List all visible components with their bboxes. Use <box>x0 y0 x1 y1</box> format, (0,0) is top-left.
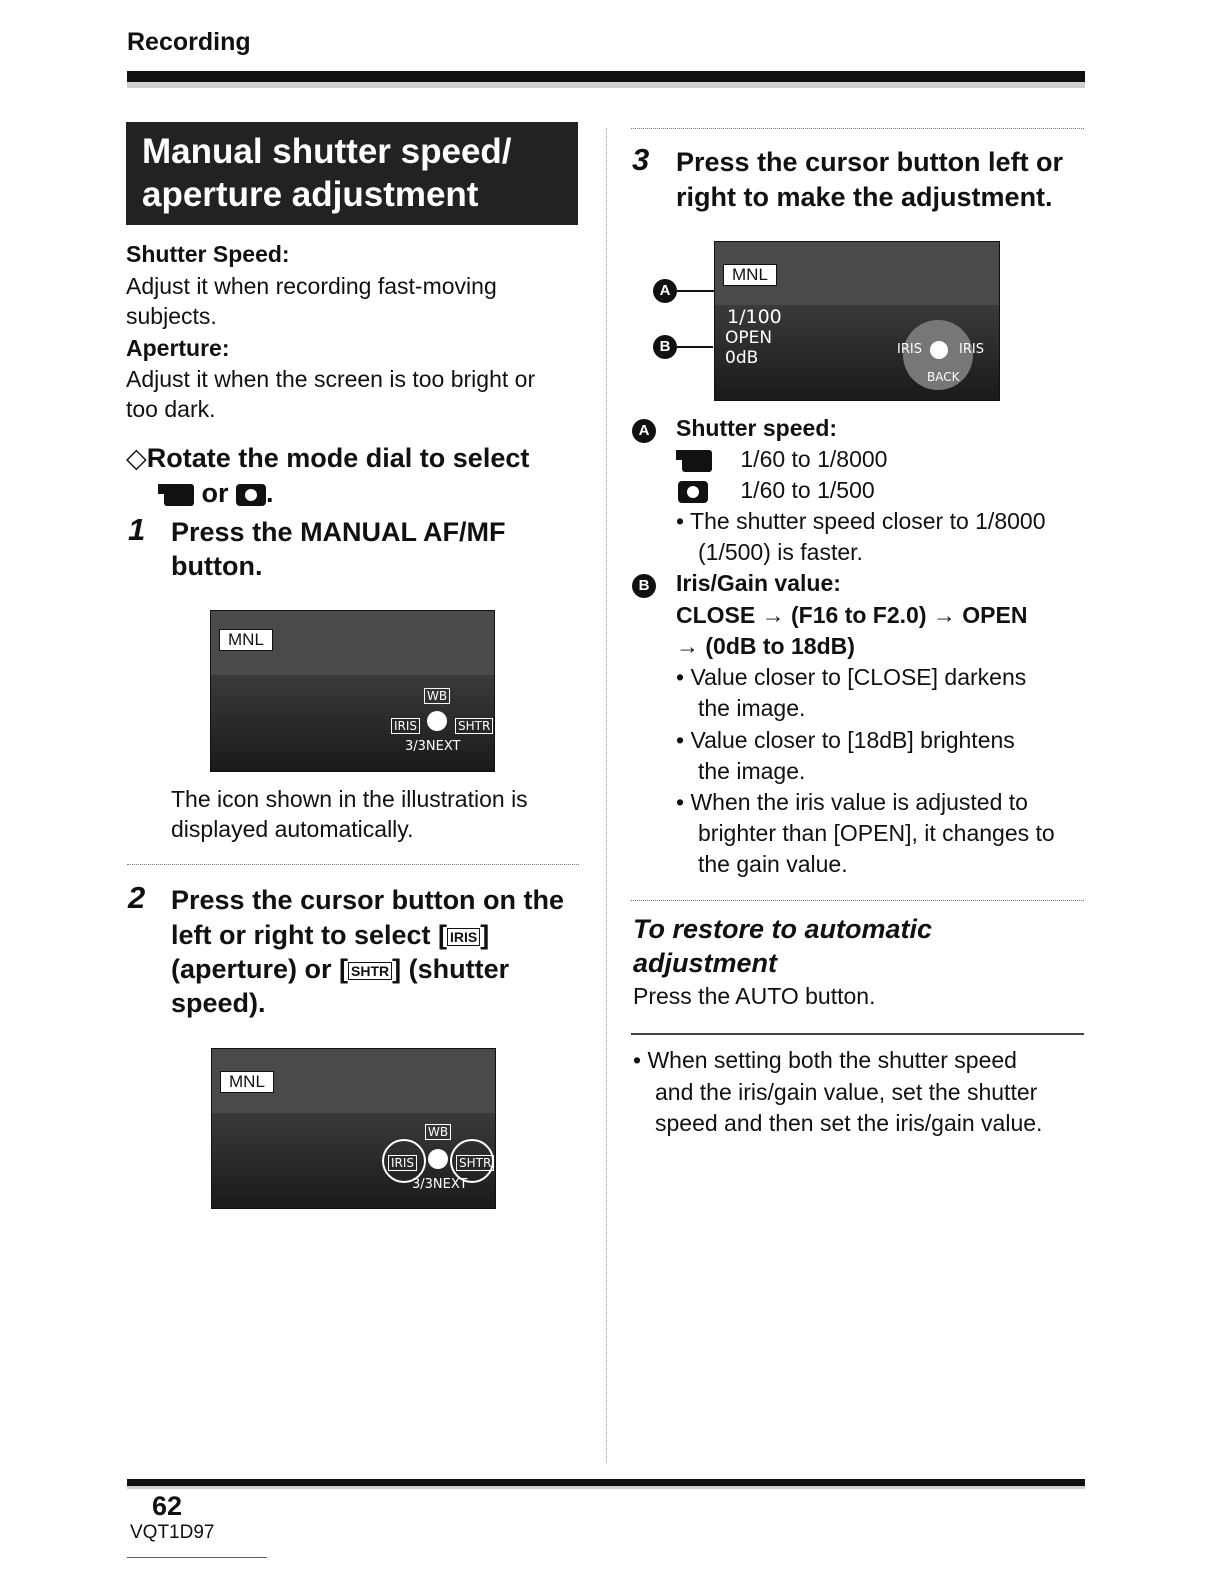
divider-1 <box>127 864 579 865</box>
step2-line4: speed). <box>171 988 266 1018</box>
item-b-label: Iris/Gain value: <box>676 570 841 596</box>
next-label: 3/3NEXT <box>412 1177 468 1192</box>
aperture-text-2: too dark. <box>126 396 216 422</box>
cursor-center-icon <box>428 1149 448 1169</box>
screen-illustration-3 <box>714 241 1000 401</box>
next-label: 3/3NEXT <box>405 739 461 754</box>
restore-heading-1: To restore to automatic <box>633 914 933 944</box>
aperture-text-1: Adjust it when the screen is too bright or <box>126 366 536 392</box>
footer-rule-shadow <box>127 1486 1085 1489</box>
shtr-icon: SHTR <box>348 962 392 980</box>
step3-number: 3 <box>632 142 650 177</box>
item-a-note-1: • The shutter speed closer to 1/8000 <box>676 508 1046 534</box>
mnl-indicator: MNL <box>219 629 273 651</box>
back-label: BACK <box>927 370 960 384</box>
mnl-indicator: MNL <box>220 1071 274 1093</box>
divider-top-right <box>631 128 1084 129</box>
step3-line1: Press the cursor button left or <box>676 147 1064 177</box>
item-b-bullet-2-cont: the image. <box>698 758 806 784</box>
item-a-label: Shutter speed: <box>676 415 838 441</box>
item-b-range-2: → (0dB to 18dB) <box>676 633 855 659</box>
movie-mode-icon <box>682 450 712 472</box>
tip-line-1: • When setting both the shutter speed <box>633 1047 1017 1073</box>
tip-line-2: and the iris/gain value, set the shutter <box>655 1079 1038 1105</box>
item-b-bullet-1-cont: the image. <box>698 695 806 721</box>
prestep-text: Rotate the mode dial to select <box>146 443 530 473</box>
page-title-line2: aperture adjustment <box>142 175 479 214</box>
item-a-note-2: (1/500) is faster. <box>698 539 863 565</box>
cursor-center-icon <box>427 711 447 731</box>
iris-icon: IRIS <box>447 928 480 946</box>
step3-line2: right to make the adjustment. <box>676 182 1053 212</box>
screen-illustration-2 <box>211 1048 496 1209</box>
document-code: VQT1D97 <box>130 1522 215 1543</box>
prestep-end: . <box>266 478 274 508</box>
shutter-speed-text-2: subjects. <box>126 303 217 329</box>
screen-illustration-1 <box>210 610 495 772</box>
prestep-line1 <box>126 441 529 475</box>
column-divider <box>606 128 607 1463</box>
item-b-marker: B <box>632 574 656 598</box>
header-rule <box>127 71 1085 82</box>
divider-2 <box>631 900 1084 901</box>
item-b-range-1: CLOSE → (F16 to F2.0) → OPEN <box>676 602 1028 628</box>
callout-b-line <box>677 346 713 348</box>
diamond-icon: ◇ <box>126 443 147 473</box>
step1-note-2: displayed automatically. <box>171 816 414 842</box>
iris-tag: IRIS <box>391 718 420 734</box>
item-b-bullet-3-cont-2: the gain value. <box>698 851 848 877</box>
item-a-movie-row <box>682 444 887 475</box>
restore-text: Press the AUTO button. <box>633 983 876 1009</box>
step1-number: 1 <box>128 512 146 547</box>
step2-line2: left or right to select [ IRIS ] <box>171 920 490 950</box>
callout-b: B <box>653 335 677 359</box>
shutter-speed-label: Shutter Speed: <box>126 241 290 267</box>
code-underline <box>127 1557 267 1558</box>
shutter-speed-text-1: Adjust it when recording fast-moving <box>126 273 497 299</box>
footer-rule <box>127 1479 1085 1486</box>
divider-3 <box>631 1033 1084 1035</box>
prestep-or: or <box>201 478 229 508</box>
step2-line3: (aperture) or [ SHTR ] (shutter <box>171 954 510 984</box>
item-b-bullet-1: • Value closer to [CLOSE] darkens <box>676 664 1027 690</box>
step1-note-1: The icon shown in the illustration is <box>171 786 528 812</box>
item-b-bullet-3-cont-1: brighter than [OPEN], it changes to <box>698 820 1055 846</box>
shutter-readout: 1/100 <box>727 306 782 328</box>
movie-mode-icon <box>164 484 194 506</box>
wb-tag: WB <box>424 688 450 704</box>
shtr-tag: SHTR <box>456 1155 494 1171</box>
step1-line2: button. <box>171 551 263 581</box>
page-title-line1: Manual shutter speed/ <box>142 132 512 171</box>
still-shutter-range: 1/60 to 1/500 <box>740 477 875 503</box>
item-b-bullet-2: • Value closer to [18dB] brightens <box>676 727 1015 753</box>
iris-left-tag: IRIS <box>897 342 922 357</box>
callout-a: A <box>653 279 677 303</box>
still-mode-icon <box>236 484 266 506</box>
item-a-marker: A <box>632 419 656 443</box>
gain-readout: 0dB <box>725 348 759 368</box>
restore-heading-2: adjustment <box>633 948 778 978</box>
section-label: Recording <box>127 28 251 56</box>
movie-shutter-range: 1/60 to 1/8000 <box>740 446 888 472</box>
header-rule-shadow <box>127 82 1085 88</box>
prestep-line2 <box>164 476 274 510</box>
iris-readout: OPEN <box>725 328 773 348</box>
iris-right-tag: IRIS <box>959 342 984 357</box>
iris-tag: IRIS <box>388 1155 417 1171</box>
page-number: 62 <box>152 1491 183 1521</box>
aperture-label: Aperture: <box>126 335 230 361</box>
tip-line-3: speed and then set the iris/gain value. <box>655 1110 1043 1136</box>
step2-line1: Press the cursor button on the <box>171 885 565 915</box>
step2-number: 2 <box>128 880 146 915</box>
item-a-still-row <box>678 475 875 506</box>
page-title <box>126 122 578 225</box>
mnl-indicator: MNL <box>723 264 777 286</box>
step1-line1: Press the MANUAL AF/MF <box>171 517 506 547</box>
wb-tag: WB <box>425 1124 451 1140</box>
still-mode-icon <box>678 481 708 503</box>
cursor-center-icon <box>930 341 948 359</box>
item-b-bullet-3: • When the iris value is adjusted to <box>676 789 1028 815</box>
shtr-tag: SHTR <box>455 718 493 734</box>
